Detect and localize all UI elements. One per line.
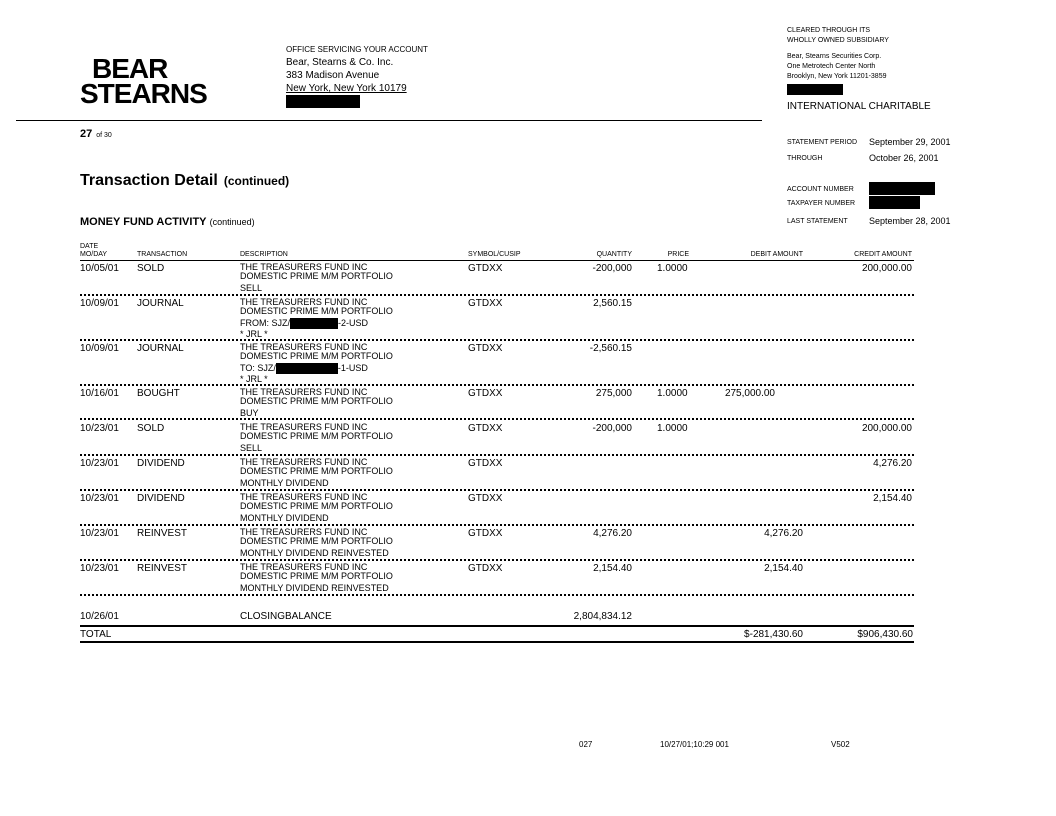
header-underline (80, 260, 914, 261)
desc-to: TO: SJZ/ (240, 363, 276, 373)
footer-code2: V502 (831, 740, 850, 749)
row-credit: 2,154.40 (873, 493, 912, 504)
row-symbol: GTDXX (468, 263, 503, 274)
footer-timestamp: 10/27/01;10:29 001 (660, 740, 729, 749)
col-price: PRICE (667, 251, 689, 258)
desc-suffix: -1-USD (337, 363, 368, 373)
statement-period-label: STATEMENT PERIOD (787, 139, 858, 146)
col-symbol: SYMBOL/CUSIP (468, 251, 521, 258)
redaction (787, 84, 843, 95)
row-transaction: DIVIDEND (137, 493, 185, 504)
total-debit: $-281,430.60 (744, 629, 803, 640)
redaction (869, 182, 935, 195)
row-date: 10/09/01 (80, 343, 119, 354)
office-header: OFFICE SERVICING YOUR ACCOUNT (286, 45, 428, 54)
row-transaction: REINVEST (137, 528, 188, 539)
row-symbol: GTDXX (468, 563, 503, 574)
col-quantity: QUANTITY (596, 251, 632, 258)
desc-line: SELL (240, 443, 263, 453)
section-main: MONEY FUND ACTIVITY (80, 216, 207, 228)
last-statement-label: LAST STATEMENT (787, 218, 848, 225)
row-credit: 200,000.00 (861, 263, 912, 274)
row-quantity: 2,154.40 (593, 563, 632, 574)
row-quantity: -200,000 (592, 423, 632, 434)
row-transaction: SOLD (137, 263, 165, 274)
desc-line: DOMESTIC PRIME M/M PORTFOLIO (240, 351, 393, 361)
cleared-line1: CLEARED THROUGH ITS (787, 27, 871, 34)
logo-line2: STEARNS (80, 78, 207, 109)
taxpayer-number-label: TAXPAYER NUMBER (787, 200, 856, 207)
cleared-corp: Bear, Stearns Securities Corp. (787, 53, 882, 60)
office-line3: New York, New York 10179 (286, 83, 407, 94)
row-symbol: GTDXX (468, 388, 503, 399)
total-credit: $906,430.60 (857, 629, 913, 640)
col-debit: DEBIT AMOUNT (750, 251, 803, 258)
redaction (290, 318, 338, 329)
total-label: TOTAL (80, 629, 112, 640)
desc-from: FROM: SJZ/ (240, 318, 290, 328)
desc-line: MONTHLY DIVIDEND REINVESTED (240, 548, 389, 558)
last-statement-value: September 28, 2001 (869, 216, 951, 226)
row-symbol: GTDXX (468, 423, 503, 434)
row-date: 10/23/01 (80, 458, 119, 469)
row-divider (80, 384, 914, 386)
row-transaction: JOURNAL (137, 298, 184, 309)
row-symbol: GTDXX (468, 528, 503, 539)
row-symbol: GTDXX (468, 343, 503, 354)
row-divider (80, 454, 914, 456)
row-date: 10/23/01 (80, 423, 119, 434)
desc-line: MONTHLY DIVIDEND (240, 513, 329, 523)
row-divider (80, 294, 914, 296)
office-block (286, 43, 428, 112)
row-description (240, 343, 393, 384)
desc-line: THE TREASURERS FUND INC (240, 342, 368, 352)
col-date-top: DATE (80, 243, 99, 250)
desc-line (240, 361, 393, 375)
desc-line: THE TREASURERS FUND INC (240, 262, 368, 272)
row-quantity: 2,560.15 (593, 298, 632, 309)
through-value: October 26, 2001 (869, 153, 939, 163)
row-price: 1.0000 (657, 388, 688, 399)
row-transaction: SOLD (137, 423, 165, 434)
closing-quantity: 2,804,834.12 (573, 611, 632, 622)
row-divider (80, 418, 914, 420)
row-divider (80, 559, 914, 561)
closing-date: 10/26/01 (80, 611, 119, 622)
desc-line: DOMESTIC PRIME M/M PORTFOLIO (240, 271, 393, 281)
desc-line: THE TREASURERS FUND INC (240, 457, 368, 467)
desc-line: THE TREASURERS FUND INC (240, 387, 368, 397)
row-transaction: DIVIDEND (137, 458, 185, 469)
page-current: 27 (80, 128, 93, 140)
row-symbol: GTDXX (468, 298, 503, 309)
total-top-rule (80, 625, 914, 627)
row-description (240, 563, 393, 595)
col-description: DESCRIPTION (240, 251, 288, 258)
row-date: 10/05/01 (80, 263, 119, 274)
desc-line: * JRL * (240, 374, 268, 384)
page-number (80, 128, 112, 140)
desc-line: MONTHLY DIVIDEND (240, 478, 329, 488)
row-credit: 200,000.00 (861, 423, 912, 434)
header-rule (16, 120, 762, 121)
row-transaction: JOURNAL (137, 343, 184, 354)
row-description (240, 458, 393, 490)
col-transaction: TRANSACTION (137, 251, 188, 258)
office-line1: Bear, Stearns & Co. Inc. (286, 57, 394, 68)
row-quantity: -2,560.15 (589, 343, 632, 354)
row-date: 10/16/01 (80, 388, 119, 399)
logo-line1: BEAR (92, 53, 168, 84)
desc-line: THE TREASURERS FUND INC (240, 527, 368, 537)
desc-line: * JRL * (240, 329, 268, 339)
row-debit: 4,276.20 (764, 528, 803, 539)
row-divider (80, 594, 914, 596)
row-price: 1.0000 (657, 263, 688, 274)
desc-line: THE TREASURERS FUND INC (240, 562, 368, 572)
row-transaction: BOUGHT (137, 388, 180, 399)
col-credit: CREDIT AMOUNT (854, 251, 912, 258)
row-symbol: GTDXX (468, 493, 503, 504)
desc-line: THE TREASURERS FUND INC (240, 297, 368, 307)
section-sub: (continued) (209, 217, 255, 227)
office-line2: 383 Madison Avenue (286, 70, 380, 81)
desc-line: SELL (240, 283, 263, 293)
page-total: of 30 (96, 132, 112, 139)
row-date: 10/23/01 (80, 528, 119, 539)
row-description (240, 528, 393, 560)
desc-line: DOMESTIC PRIME M/M PORTFOLIO (240, 571, 393, 581)
row-debit: 2,154.40 (764, 563, 803, 574)
row-quantity: -200,000 (592, 263, 632, 274)
row-symbol: GTDXX (468, 458, 503, 469)
col-date: MO/DAY (80, 251, 108, 258)
desc-line: DOMESTIC PRIME M/M PORTFOLIO (240, 396, 393, 406)
row-divider (80, 489, 914, 491)
redaction (286, 95, 360, 108)
row-credit: 4,276.20 (873, 458, 912, 469)
row-quantity: 275,000 (595, 388, 632, 399)
statement-period-value: September 29, 2001 (869, 137, 951, 147)
desc-line: DOMESTIC PRIME M/M PORTFOLIO (240, 466, 393, 476)
cleared-block (787, 26, 889, 99)
row-description (240, 388, 393, 420)
row-divider (80, 339, 914, 341)
total-bottom-rule (80, 641, 914, 643)
desc-line: THE TREASURERS FUND INC (240, 492, 368, 502)
desc-line: MONTHLY DIVIDEND REINVESTED (240, 583, 389, 593)
desc-line (240, 316, 393, 330)
title-main: Transaction Detail (80, 172, 218, 189)
title-sub: (continued) (223, 174, 290, 188)
desc-line: DOMESTIC PRIME M/M PORTFOLIO (240, 306, 393, 316)
row-description (240, 423, 393, 455)
row-description (240, 493, 393, 525)
account-number-label: ACCOUNT NUMBER (787, 186, 854, 193)
desc-line: BUY (240, 408, 259, 418)
bear-stearns-logo (80, 53, 207, 109)
row-price: 1.0000 (657, 423, 688, 434)
row-quantity: 4,276.20 (593, 528, 632, 539)
row-description (240, 298, 393, 339)
row-date: 10/23/01 (80, 493, 119, 504)
page-title (80, 172, 289, 190)
through-label: THROUGH (787, 155, 823, 162)
redaction (869, 196, 920, 209)
row-debit: 275,000.00 (724, 388, 775, 399)
row-description (240, 263, 393, 295)
redaction (276, 363, 338, 374)
desc-line: DOMESTIC PRIME M/M PORTFOLIO (240, 536, 393, 546)
closing-label: CLOSINGBALANCE (240, 611, 332, 622)
desc-line: DOMESTIC PRIME M/M PORTFOLIO (240, 501, 393, 511)
cleared-line2: WHOLLY OWNED SUBSIDIARY (787, 37, 889, 44)
row-transaction: REINVEST (137, 563, 188, 574)
row-date: 10/09/01 (80, 298, 119, 309)
row-date: 10/23/01 (80, 563, 119, 574)
cleared-addr2: Brooklyn, New York 11201-3859 (787, 73, 887, 80)
cleared-addr1: One Metrotech Center North (787, 63, 876, 70)
footer-code1: 027 (579, 740, 593, 749)
desc-line: DOMESTIC PRIME M/M PORTFOLIO (240, 431, 393, 441)
section-title (80, 216, 255, 228)
desc-suffix: -2-USD (338, 318, 369, 328)
row-divider (80, 524, 914, 526)
account-name: INTERNATIONAL CHARITABLE (787, 101, 931, 112)
desc-line: THE TREASURERS FUND INC (240, 422, 368, 432)
